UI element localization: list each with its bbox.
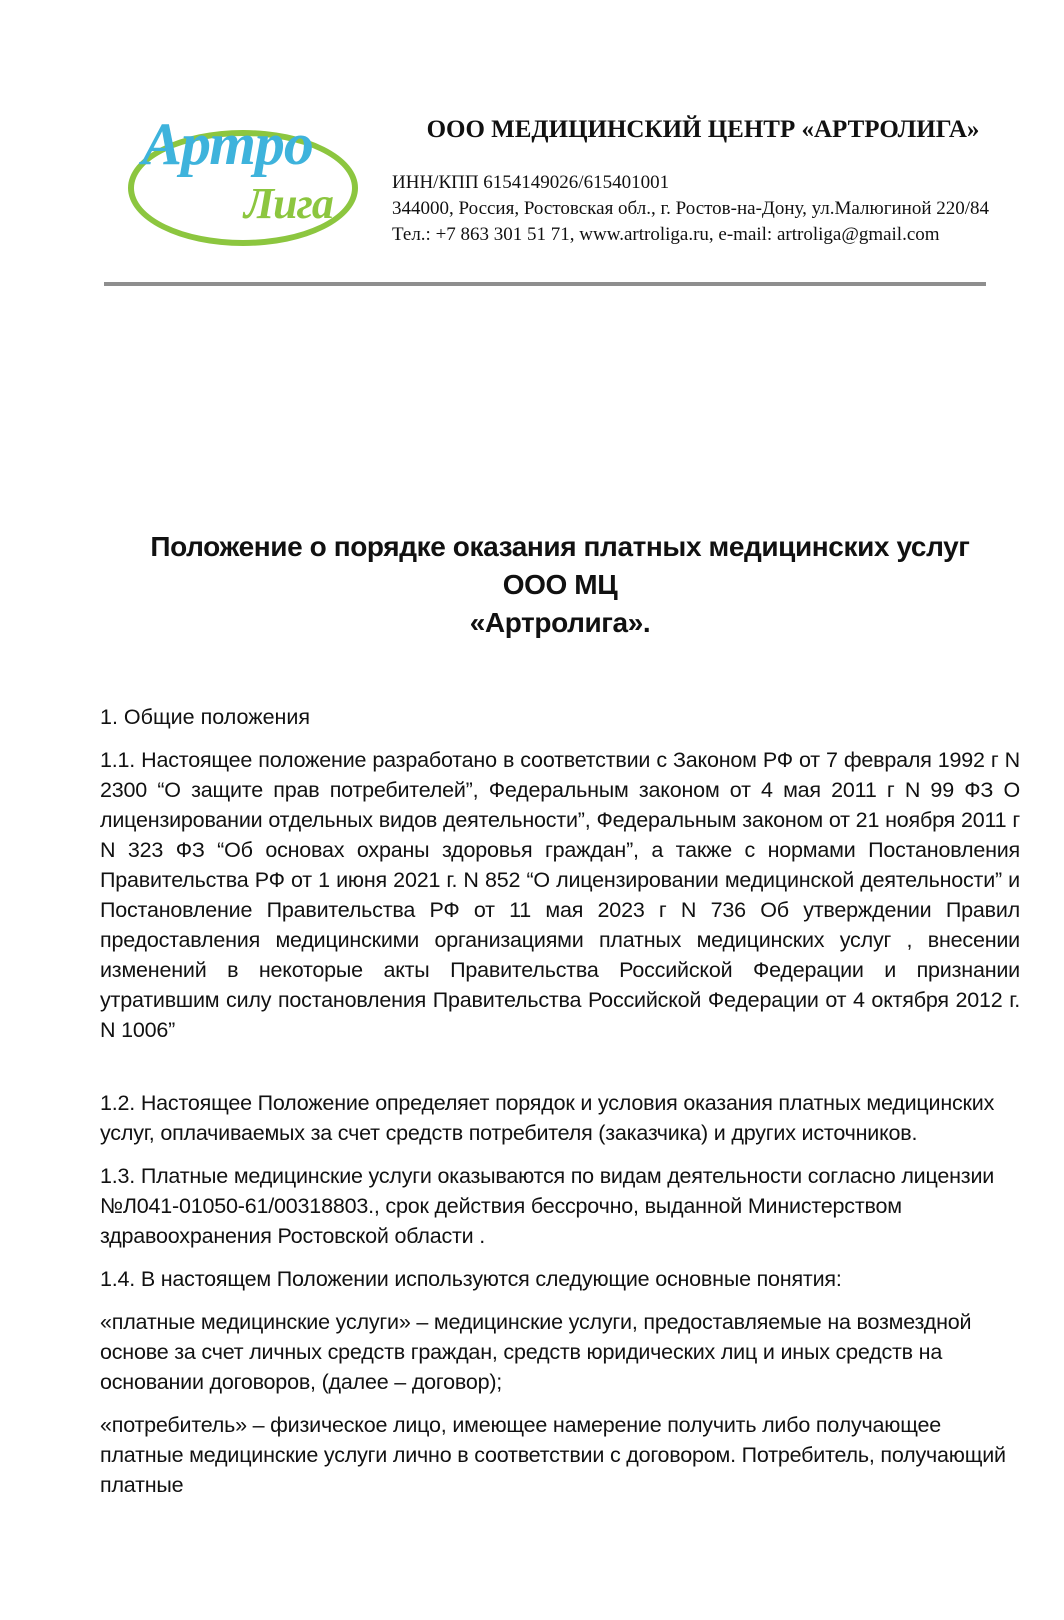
org-details [392,170,1014,248]
org-info-block [364,114,1014,248]
section-heading-general: 1. Общие положения [100,705,311,729]
paragraph-1-3: 1.3. Платные медицинские услуги оказываются по видам деятельности согласно лицензии №Л041-01050-61/00318803., срок действия бессрочно, выданной Министерством здравоохранения Ростовской области . [100,1164,995,1248]
document-body [0,528,1064,1620]
paragraph-def-paid-services: «платные медицинские услуги» – медицинские услуги, предоставляемые на возмездной основе за счет личных средств граждан, средств юридических лиц и иных средств на основании договоров, (далее – договор); [100,1310,972,1394]
org-detail-contacts: Тел.: +7 863 301 51 71, www.artroliga.ru, e-mail: artroliga@gmail.com [392,224,940,245]
letterhead [0,0,1064,252]
header-divider [104,282,986,286]
org-detail-inn-kpp: ИНН/КПП 6154149026/615401001 [392,172,670,193]
logo-word-liga: Лига [244,179,333,228]
paragraph-def-consumer: «потребитель» – физическое лицо, имеющее намерение получить либо получающее платные медицинские услуги лично в соответствии с договором. Потребитель, получающий платные [100,1413,1006,1497]
document-title-line2: «Артролига». [469,607,651,638]
paragraph-1-4: 1.4. В настоящем Положении используются следующие основные понятия: [100,1267,842,1291]
document-title [140,528,980,642]
company-logo [126,111,364,252]
paragraph-1-1: 1.1. Настоящее положение разработано в соответствии с Законом РФ от 7 февраля 1992 г N 2300 “О защите прав потребителей”, Федеральным законом от 4 мая 2011 г N 99 ФЗ О лицензировании отдельных видов деятельности”, Федеральным законом от 21 ноября 2011 г N 323 ФЗ “Об основах охраны здоровья граждан”, а также с нормами Постановления Правительства РФ от 1 июня 2021 г. N 852 “О лицензировании медицинской деятельности” и Постановление Правительства РФ от 11 мая 2023 г N 736 Об утверждении Правил предоставления медицинскими организациями платных медицинских услуг , внесении изменений в некоторые акты Правительства Российской Федерации и признании утратившим силу постановления Правительства Российской Федерации от 4 октября 2012 г. N 1006” [100,748,1020,1042]
paragraph-1-2: 1.2. Настоящее Положение определяет порядок и условия оказания платных медицинских услуг, оплачиваемых за счет средств потребителя (заказчика) и других источников. [100,1091,995,1145]
org-detail-address: 344000, Россия, Ростовская обл., г. Ростов-на-Дону, ул.Малюгиной 220/84 [392,198,990,219]
document-title-line1: Положение о порядке оказания платных медицинских услуг ООО МЦ [150,531,970,600]
logo-word-artro: Артро [142,111,313,177]
org-name: ООО МЕДИЦИНСКИЙ ЦЕНТР «АРТРОЛИГА» [426,116,980,143]
